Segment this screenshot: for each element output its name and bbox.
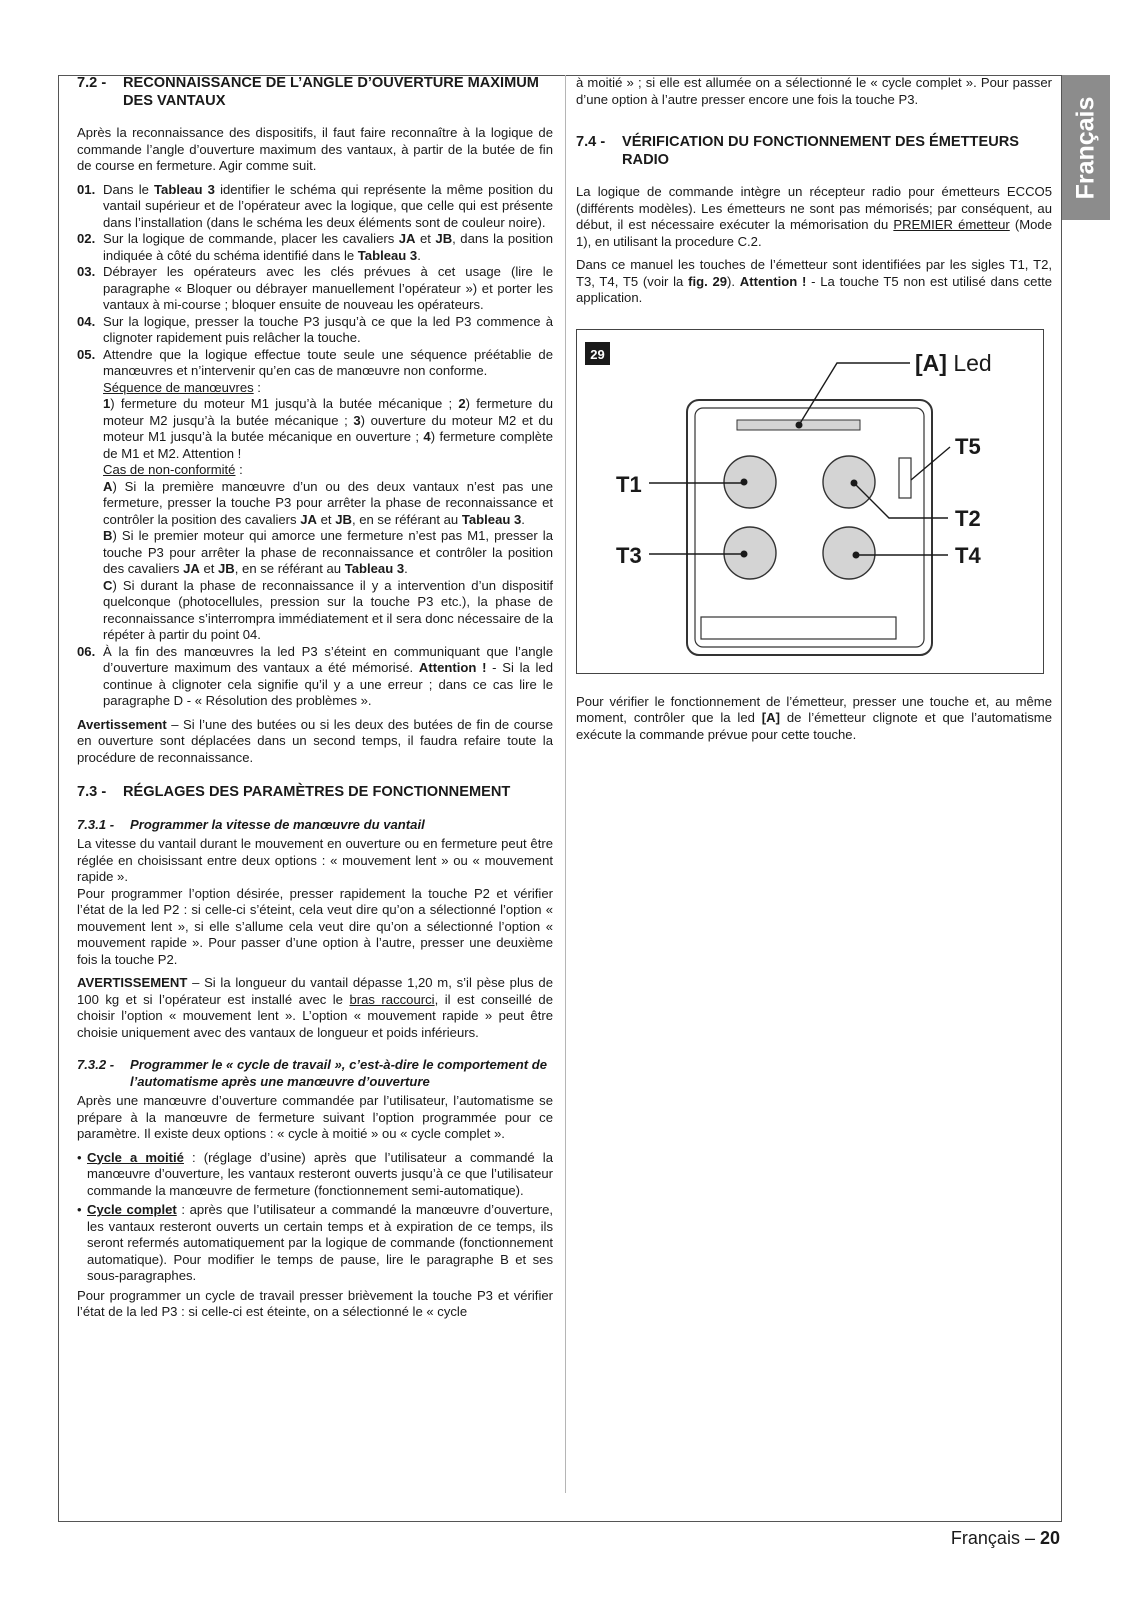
sequence-block [103,380,553,644]
language-tab [1062,75,1110,220]
t2-label: T2 [955,505,981,531]
page-number: 20 [1039,1528,1060,1548]
t4-button [823,527,875,579]
left-column [77,75,553,1328]
step-05: 05. Attendre que la logique effectue toute seule une séquence préétablie de manœuvres et n’intervenir qu’en cas de manœuvre non conforme. [77,346,553,378]
section-7-3-2-p2: Pour programmer un cycle de travail presser brièvement la touche P3 et vérifier l’état de la led P3 : si celle-ci est éteinte, on a sélectionné le « cycle [77,1287,553,1319]
language-tab-label: Français [1071,96,1100,199]
bullet-cycle-half: • Cycle a moitié : (réglage d’usine) après que l’utilisateur a commandé la manœuvre d’ouverture, les vantaux resteront ouverts jusqu’à ce que l’utilisateur commande la manœuvre de fermeture (fonctionnement semi-automatique). [77,1149,553,1198]
t5-side-button [899,458,911,498]
section-7-3-2-heading: 7.3.2 - Programmer le « cycle de travail », c’est-à-dire le comportement de l’automatisme après une manœuvre d’ouverture [77,1057,547,1089]
led-leader-line [799,363,910,425]
t5-label: T5 [955,433,981,459]
section-7-4-heading: 7.4 - VÉRIFICATION DU FONCTIONNEMENT DES ÉMETTEURS RADIO [576,134,1020,168]
step-01: 01. Dans le Tableau 3 identifier le schéma qui représente la même position du vantail supérieur et de l’opérateur avec la logique, que celle qui est présente dans l’installation (dans le schéma les deux éléments sont de couleur noire). [77,181,553,230]
step-02: 02. Sur la logique de commande, placer les cavaliers JA et JB, dans la position indiquée à côté du schéma identifié dans le Tableau 3. [77,231,553,263]
nonconformity-a: A) Si la première manœuvre d’un ou des deux vantaux n’est pas une fermeture, presser la touche P3 pour arrêter la phase de reconnaissance et contrôler la position des cavaliers JA et JB, en se référant au Tableau 3. [103,478,553,527]
section-7-3-1-p2: Pour programmer l’option désirée, presser rapidement la touche P2 et vérifier l’état de la led P2 : si celle-ci s’éteint, cela veut dire qu’on a sélectionné l’option « mouvement lent », si elle s’allume cela veut dire qu’on a sélectionné l’option « mouvement rapide ». Pour passer d’une option à l’autre, presser une deuxième fois la touche P2. [77,885,553,967]
section-7-3-1-heading: 7.3.1 - Programmer la vitesse de manœuvre du vantail [77,816,425,832]
section-7-4-p3: Pour vérifier le fonctionnement de l’émetteur, presser une touche et, au même moment, contrôler que la led [A] de l’émetteur clignote et que l’automatisme exécute la commande prévue pour cette touche. [576,693,1052,742]
section-7-3-heading: 7.3 - RÉGLAGES DES PARAMÈTRES DE FONCTIONNEMENT [77,784,511,800]
section-7-4-p2: Dans ce manuel les touches de l’émetteur sont identifiées par les sigles T1, T2, T3, T4, T5 (voir la fig. 29). Attention ! - La touche T5 non est utilisé dans cette application. [576,257,1053,305]
t3-button [724,527,776,579]
remote-control-diagram [577,330,1043,673]
t5-leader [911,447,950,480]
figure-29 [576,329,1044,674]
t1-dot [741,478,748,485]
section-7-3-2-p1: Après une manœuvre d’ouverture commandée par l’utilisateur, l’automatisme se prépare à la manœuvre de fermeture suivant l’option programmée pour ce paramètre. Il existe deux options : « cycle à moitié » ou « cycle complet ». [77,1093,553,1141]
led-label: [A] Led [915,349,992,376]
section-7-3-1-p1: La vitesse du vantail durant le mouvement en ouverture ou en fermeture peut être réglée en choisissant entre deux options : « mouvement lent » ou « mouvement rapide ». [77,836,553,884]
t2-button [823,456,875,508]
section-7-2-heading: 7.2 - RECONNAISSANCE DE L’ANGLE D’OUVERTURE MAXIMUM DES VANTAUX [77,75,539,109]
section-7-4-p1: La logique de commande intègre un récepteur radio pour émetteurs ECCO5 (différents modèles). Les émetteurs ne sont pas mémorisés; par conséquent, au début, il est nécessaire exécuter la mémorisation du PREMIER émetteur (Mode 1), en utilisant la procedure C.2. [576,184,1052,249]
t3-label: T3 [616,542,642,568]
section-7-2-intro: Après la reconnaissance des dispositifs, il faut faire reconnaître à la logique de commande l’angle d’ouverture maximum des vantaux, à partir de la butée de fin de course en fermeture. Agir comme suit. [77,125,553,173]
page-footer: Français – 20 [950,1528,1060,1548]
right-column [576,75,1052,750]
t1-label: T1 [616,471,642,497]
t1-button [724,456,776,508]
step-04: 04. Sur la logique, presser la touche P3 jusqu’à ce que la led P3 commence à clignoter rapidement puis relâcher la touche. [77,313,553,345]
transmitter-body-inner [695,408,924,647]
nonconformity-b: B) Si le premier moteur qui amorce une fermeture n’est pas M1, presser la touche P3 pour arrêter la phase de reconnaissance et contrôler la position des cavaliers JA et JB, en se référant au Tableau 3. [103,528,553,576]
nonconformity-c: C) Si durant la phase de reconnaissance il y a intervention d’un dispositif quelconque (photocellules, pression sur la touche P3 etc.), la phase de reconnaissance s’interrompra immédiatement et il sera donc nécessaire de la répéter à partir du point 04. [103,577,553,642]
step-06: 06. À la fin des manœuvres la led P3 s’éteint en communiquant que l’angle d’ouverture maximum des vantaux a été mémorisé. Attention ! - Si la led continue à clignoter cela signifie qu’il y a une erreur ; dans ce cas lire le paragraphe D - « Résolution des problèmes ». [77,643,553,708]
nonconformity-label: Cas de non-conformité : [103,462,243,477]
step-03: 03. Débrayer les opérateurs avec les clés prévues à cet usage (lire le paragraphe « Bloquer ou débrayer manuellement l’opérateur ») et porter les vantaux à mi-course ; bloquer ensuite de nouveau les opérateurs. [77,264,553,312]
warning-paragraph: Avertissement – Si l’une des butées ou si les deux des butées de fin de course en ouverture sont déplacées dans un second temps, il faudra refaire toute la procédure de reconnaissance. [77,716,553,765]
sequence-label: Séquence de manœuvres : [103,379,261,395]
figure-number: 29 [590,346,605,362]
sequence-text: 1) fermeture du moteur M1 jusqu’à la butée mécanique ; 2) fermeture du moteur M2 jusqu’à la butée mécanique ; 3) ouverture du moteur M2 et du moteur M1 jusqu’à la butée mécanique en ouverture ; 4) fermeture complète de M1 et M2. Attention ! [103,396,553,461]
column-divider [565,75,566,1493]
speed-warning-paragraph: AVERTISSEMENT – Si la longueur du vantail dépasse 1,20 m, s’il pèse plus de 100 kg et si l’opérateur est installé avec le bras raccourci, il est conseillé de choisir l’option « mouvement lent ». L’option « mouvement rapide » peut être choisie uniquement avec des vantaux de longueur et poids inférieurs. [77,975,553,1040]
t4-label: T4 [955,542,981,568]
continuation-paragraph: à moitié » ; si elle est allumée on a sélectionné le « cycle complet ». Pour passer d’une option à l’autre presser encore une fois la touche P3. [576,75,1052,107]
bottom-slot [701,617,896,639]
bullet-cycle-full: • Cycle complet : après que l’utilisateur a commandé la manœuvre d’ouverture, les vantaux resteront ouverts un certain temps et à expiration de ce temps, ils seront refermés automatiquement par la logique de commande (fonctionnement automatique). Pour modifier le temps de pause, lire le paragraphe B et ses sous-paragraphes. [77,1202,553,1283]
